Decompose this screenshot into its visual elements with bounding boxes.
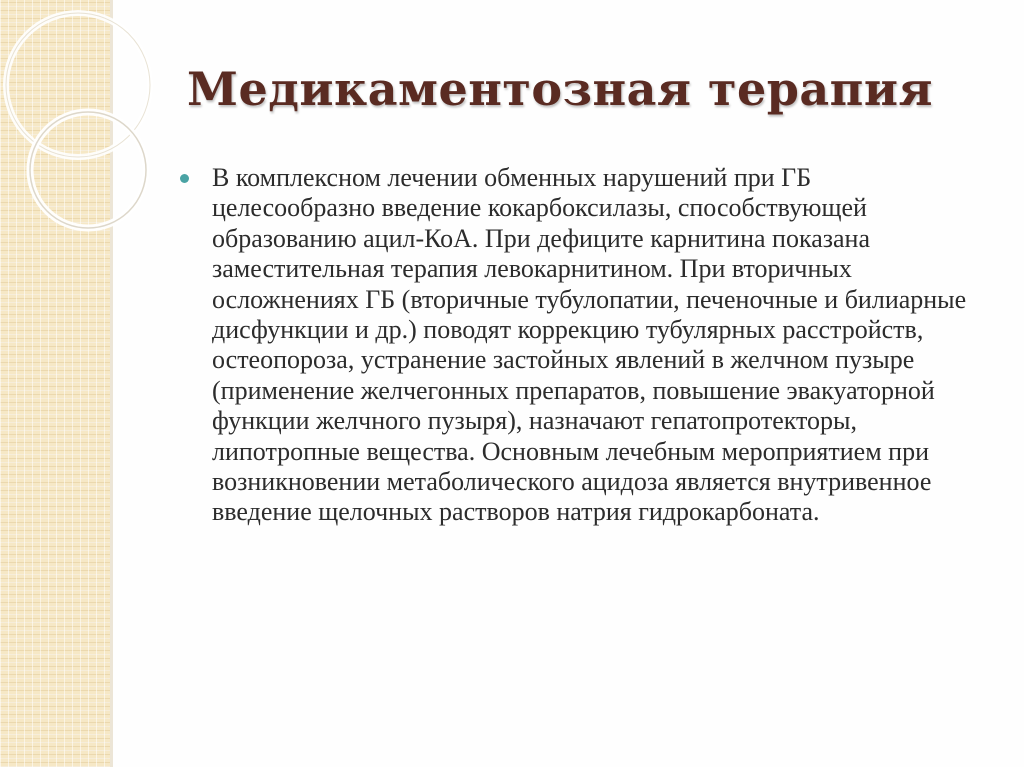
- decorative-circles-icon: [0, 0, 140, 260]
- bullet-item: [178, 163, 978, 528]
- bullet-text: В комплексном лечении обменных нарушений при ГБ целесообразно введение кокарбоксилазы, способствующей образованию ацил-КоА. При дефиците карнитина показана заместительная терапия левокарнитином. При вторичных осложнениях ГБ (вторичные тубулопатии, печеночные и билиарные дисфункции и др.) поводят коррекцию тубулярных расстройств, остеопороза, устранение застойных явлений в желчном пузыре (применение желчегонных препаратов, повышение эвакуаторной функции желчного пузыря), назначают гепатопротекторы, липотропные вещества. Основным лечебным мероприятием при возникновении метаболического ацидоза является внутривенное введение щелочных растворов натрия гидрокарбоната.: [212, 163, 967, 527]
- slide-title: Медикаментозная терапия: [187, 62, 933, 116]
- bullet-dot-icon: [180, 174, 189, 183]
- bullet-list: [178, 163, 978, 528]
